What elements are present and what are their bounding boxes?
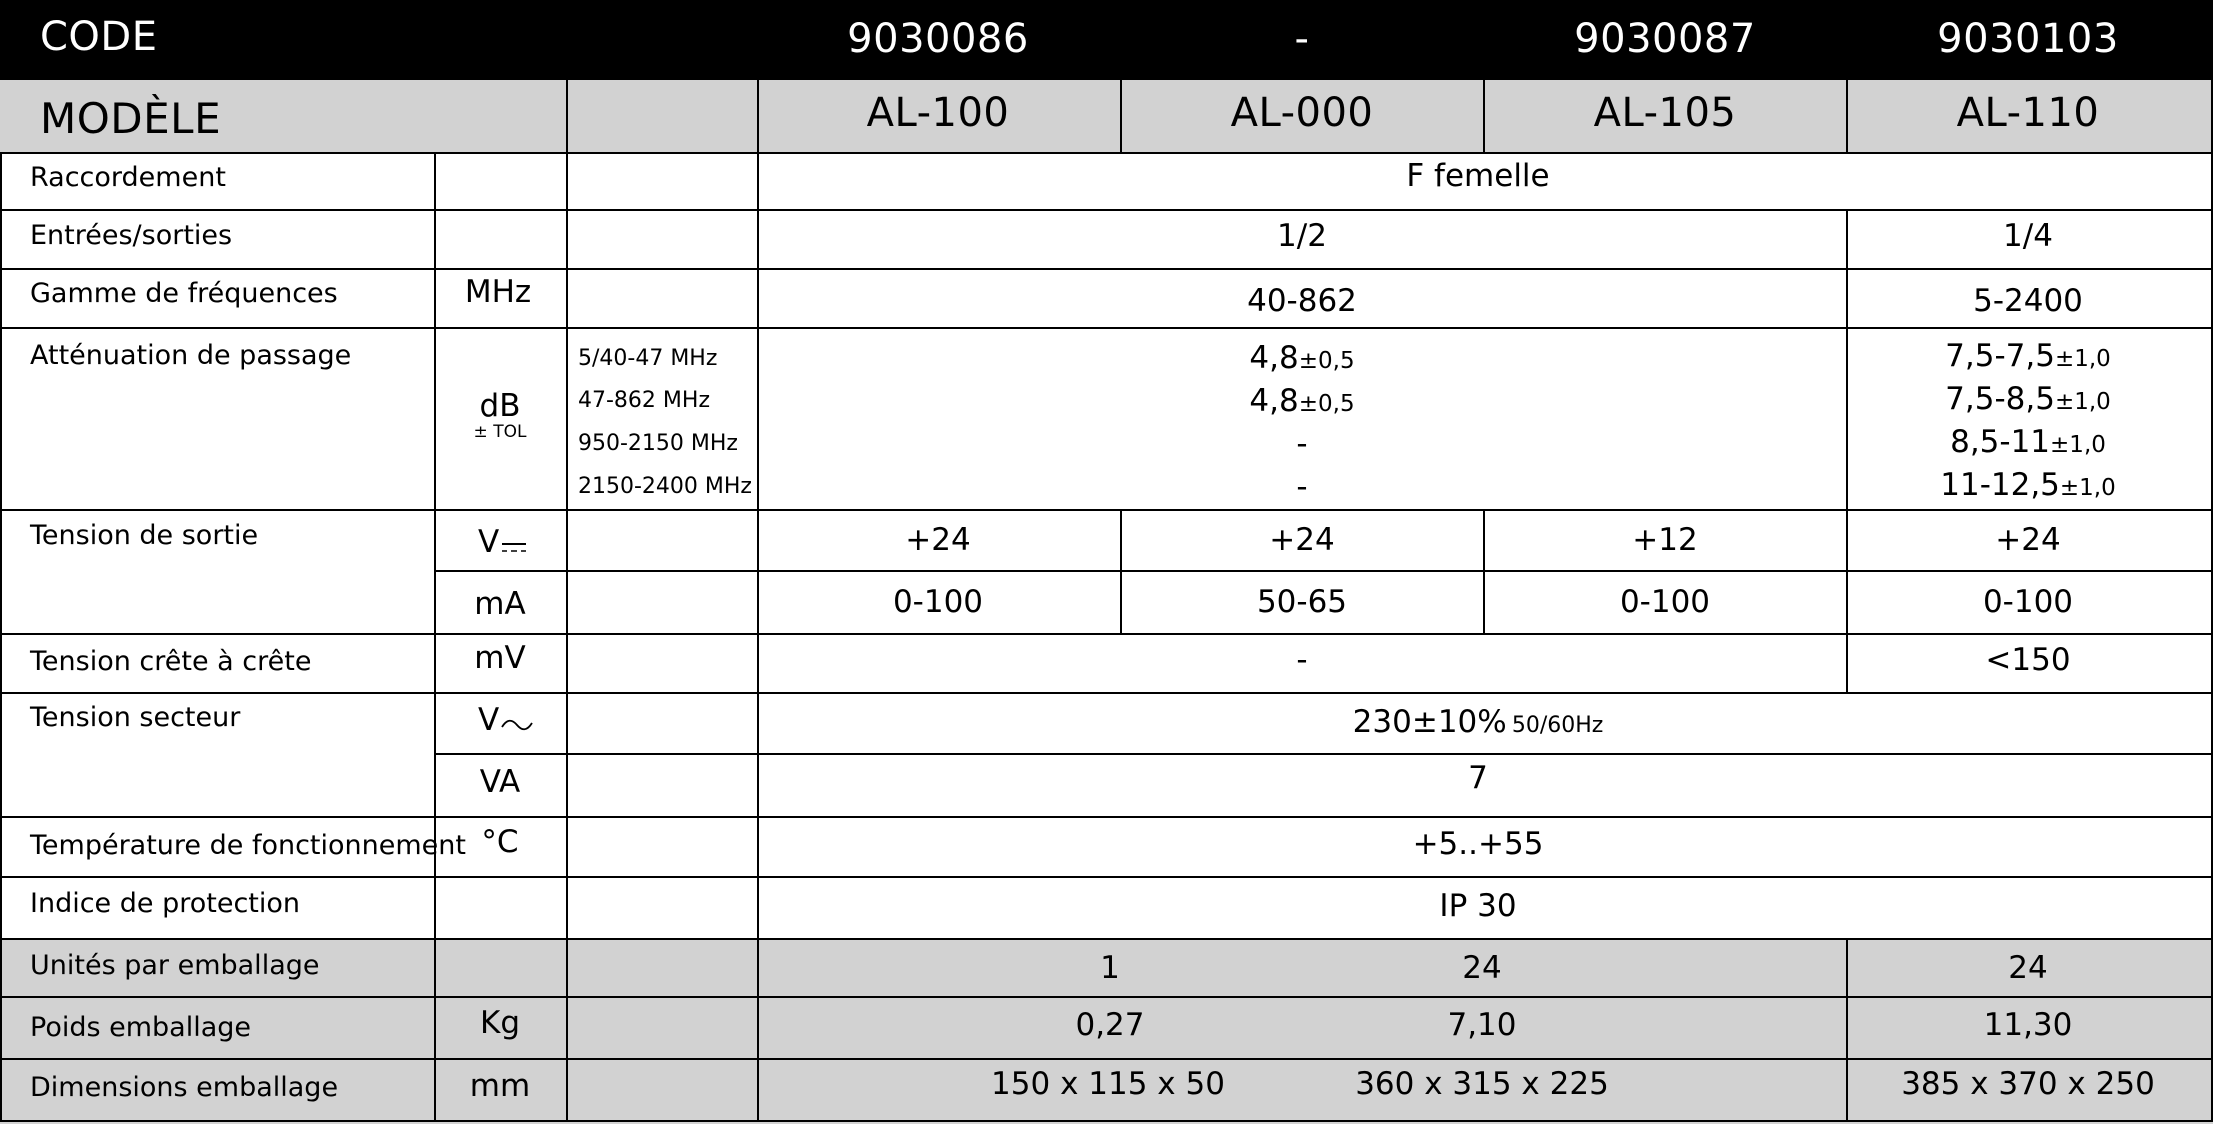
- row-label: Tension de sortie: [30, 520, 259, 551]
- value-main: -: [1296, 469, 1308, 505]
- cell-value: 0-100: [892, 584, 984, 620]
- row-divider: [0, 209, 2213, 211]
- cell-value: 1/2: [1277, 218, 1327, 254]
- model-value: AL-000: [1230, 90, 1374, 136]
- attenuation-value: [1945, 338, 2111, 374]
- value-main: 230±10%: [1352, 704, 1507, 740]
- cell-value: 0,27: [1075, 1007, 1145, 1043]
- attenuation-value: [1296, 469, 1307, 505]
- col-divider: [1846, 80, 1848, 152]
- cell-value: 150 x 115 x 50: [991, 1066, 1225, 1102]
- value-main: 4,8: [1249, 383, 1299, 419]
- col-divider: [1846, 938, 1848, 1122]
- row-divider: [0, 152, 2213, 154]
- code-label: CODE: [40, 14, 158, 60]
- unit-label: [478, 524, 527, 562]
- col-divider: [1483, 80, 1485, 152]
- attenuation-value: [1945, 381, 2111, 417]
- ac-symbol-icon: [501, 704, 533, 740]
- cell-value: +12: [1632, 522, 1698, 558]
- unit-label: dB: [479, 388, 521, 424]
- model-label: MODÈLE: [40, 94, 222, 143]
- unit-label: [478, 702, 533, 740]
- row-label: Gamme de fréquences: [30, 278, 338, 309]
- band-label: 2150-2400 MHz: [578, 474, 752, 499]
- attenuation-value: [1950, 424, 2106, 460]
- cell-value: 385 x 370 x 250: [1901, 1066, 2155, 1102]
- code-value: 9030086: [847, 16, 1029, 62]
- code-value: 9030103: [1937, 16, 2119, 62]
- row-label: Unités par emballage: [30, 950, 320, 981]
- cell-value: 11,30: [1983, 1007, 2073, 1043]
- col-divider: [1483, 509, 1485, 633]
- col-divider: [757, 80, 759, 1122]
- cell-value: 0-100: [1619, 584, 1711, 620]
- unit-label: °C: [481, 824, 519, 860]
- cell-value: +24: [905, 522, 971, 558]
- row-label: Dimensions emballage: [30, 1072, 339, 1103]
- cell-value: 24: [2008, 950, 2048, 986]
- cell-value: 360 x 315 x 225: [1355, 1066, 1609, 1102]
- attenuation-value: [1940, 467, 2116, 503]
- row-label: Température de fonctionnement: [30, 830, 466, 861]
- mains-value: [1353, 704, 1604, 740]
- unit-label: mV: [474, 640, 526, 676]
- row-divider: [436, 570, 2213, 572]
- volt-symbol: V: [478, 524, 500, 560]
- row-divider: [0, 633, 2213, 635]
- col-divider: [1846, 509, 1848, 692]
- cell-value: +24: [1995, 522, 2061, 558]
- unit-label: Kg: [479, 1005, 521, 1041]
- col-divider: [1846, 209, 1848, 509]
- value-main: 8,5-11: [1950, 424, 2051, 460]
- row-divider: [0, 1058, 2213, 1060]
- col-divider: [0, 152, 2, 1122]
- cell-value: 5-2400: [1973, 283, 2083, 319]
- model-row: [0, 80, 2213, 152]
- row-label: Atténuation de passage: [30, 340, 352, 371]
- row-divider: [0, 938, 2213, 940]
- band-label: 950-2150 MHz: [578, 431, 738, 456]
- value-tolerance: ±1,0: [2059, 475, 2116, 501]
- attenuation-value: [1296, 426, 1307, 462]
- cell-value: 24: [1462, 950, 1502, 986]
- attenuation-value: [1249, 340, 1354, 376]
- row-label: Indice de protection: [30, 888, 301, 919]
- col-divider: [1120, 80, 1122, 152]
- code-value: 9030087: [1574, 16, 1756, 62]
- row-label: Poids emballage: [30, 1012, 252, 1043]
- row-divider: [0, 1120, 2213, 1122]
- value-tolerance: ±0,5: [1298, 348, 1355, 374]
- value-main: -: [1296, 426, 1308, 462]
- band-label: 47-862 MHz: [578, 388, 710, 413]
- row-label: Tension secteur: [30, 702, 241, 733]
- value-tolerance: ±1,0: [2054, 346, 2111, 372]
- code-value: -: [1294, 16, 1310, 62]
- value-main: 7,5-7,5: [1945, 338, 2055, 374]
- value-main: 7,5-8,5: [1945, 381, 2055, 417]
- unit-label: MHz: [464, 274, 532, 310]
- volt-symbol: V: [478, 702, 500, 738]
- cell-value: +24: [1269, 522, 1335, 558]
- value-tolerance: ±0,5: [1298, 391, 1355, 417]
- cell-value: <150: [1985, 642, 2071, 678]
- cell-value: 0-100: [1982, 584, 2074, 620]
- model-value: AL-100: [866, 90, 1010, 136]
- row-divider: [0, 509, 2213, 511]
- value-tolerance: ±1,0: [2054, 389, 2111, 415]
- cell-value: 40-862: [1247, 283, 1357, 319]
- row-divider: [0, 816, 2213, 818]
- row-divider: [0, 996, 2213, 998]
- row-divider: [0, 268, 2213, 270]
- value-tolerance: ±1,0: [2050, 432, 2106, 458]
- row-divider: [0, 327, 2213, 329]
- value-sub: 50/60Hz: [1511, 713, 1604, 738]
- cell-value: 1: [1100, 950, 1120, 986]
- row-label: Tension crête à crête: [30, 646, 312, 677]
- value-main: 4,8: [1249, 340, 1299, 376]
- attenuation-value: [1249, 383, 1354, 419]
- model-value: AL-110: [1956, 90, 2100, 136]
- col-divider: [434, 152, 436, 1122]
- unit-label: VA: [479, 764, 521, 800]
- code-row: [0, 0, 2213, 80]
- value-main: 11-12,5: [1940, 467, 2060, 503]
- cell-value: 7,10: [1447, 1007, 1517, 1043]
- cell-value: +5..+55: [1412, 826, 1544, 862]
- unit-sublabel: ± TOL: [473, 422, 527, 442]
- row-divider: [436, 753, 2213, 755]
- unit-label: mm: [469, 1068, 531, 1104]
- row-divider: [0, 876, 2213, 878]
- cell-value: 1/4: [2003, 218, 2053, 254]
- cell-value: 50-65: [1256, 584, 1348, 620]
- cell-value: -: [1296, 642, 1308, 678]
- cell-value: F femelle: [1406, 158, 1550, 194]
- unit-label: mA: [474, 586, 526, 622]
- model-value: AL-105: [1593, 90, 1737, 136]
- band-label: 5/40-47 MHz: [578, 346, 718, 371]
- row-label: Raccordement: [30, 162, 226, 193]
- col-divider: [1120, 509, 1122, 633]
- col-divider: [566, 80, 568, 1122]
- dc-symbol-icon: [501, 526, 527, 562]
- cell-value: IP 30: [1439, 888, 1517, 924]
- row-label: Entrées/sorties: [30, 220, 233, 251]
- row-divider: [0, 692, 2213, 694]
- cell-value: 7: [1468, 760, 1488, 796]
